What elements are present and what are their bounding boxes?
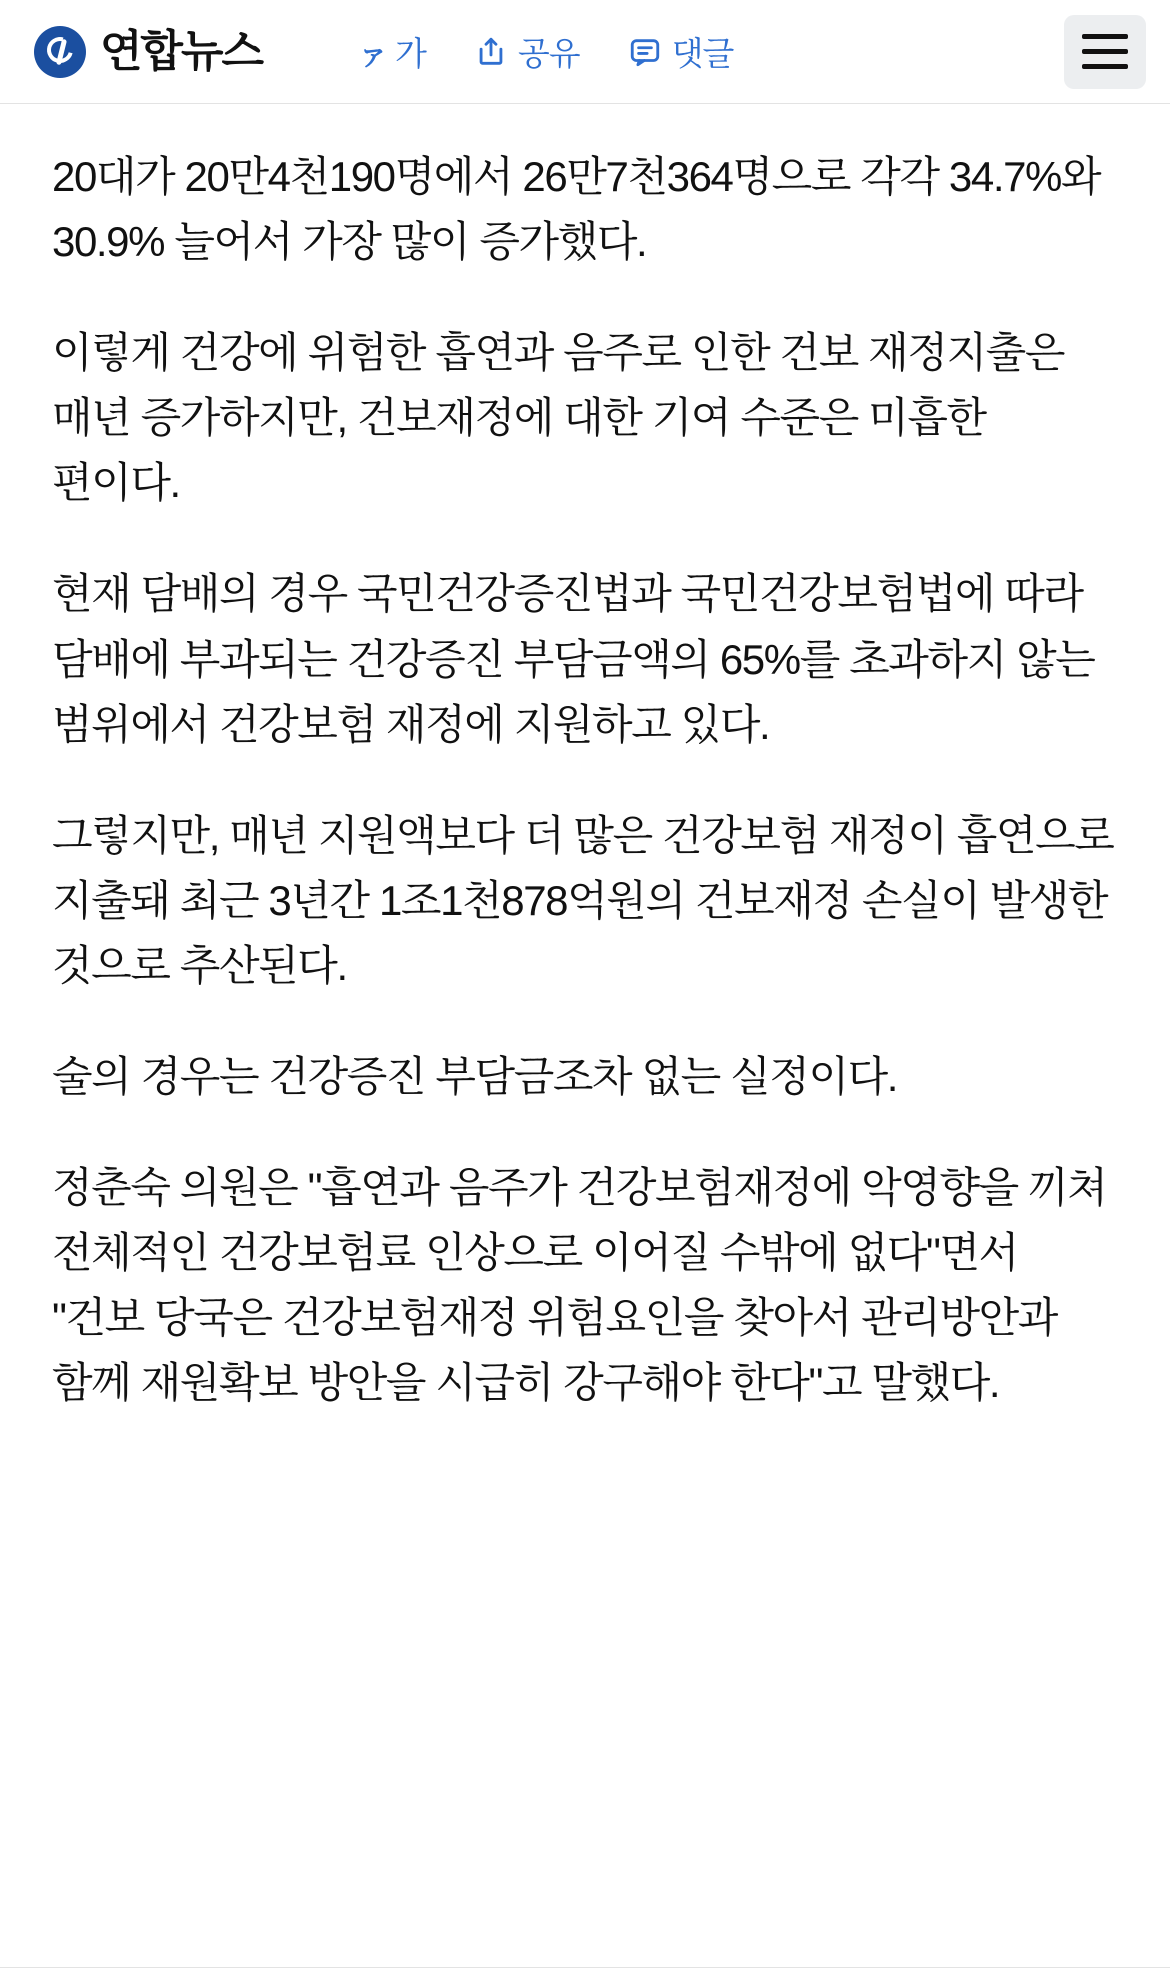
article-paragraph: 20대가 20만4천190명에서 26만7천364명으로 각각 34.7%와 30.9% 늘어서 가장 많이 증가했다. (52, 153, 1101, 266)
font-size-label: 가 (395, 35, 426, 72)
section-divider (0, 1967, 1170, 1968)
hamburger-icon-line (1082, 49, 1128, 54)
article-paragraph: 술의 경우는 건강증진 부담금조차 없는 실정이다. (52, 1053, 898, 1101)
hamburger-icon-line (1082, 64, 1128, 69)
article-paragraph: 그렇지만, 매년 지원액보다 더 많은 건강보험 재정이 흡연으로 지출돼 최근 3년간 1조1천878억원의 건보재정 손실이 발생한 것으로 추산된다. (52, 811, 1114, 989)
hamburger-icon-line (1082, 34, 1128, 39)
share-icon (474, 35, 508, 69)
menu-button[interactable] (1064, 15, 1146, 89)
header-actions (358, 28, 1064, 75)
yonhap-logo-icon (34, 26, 86, 78)
article-paragraph: 정춘숙 의원은 "흡연과 음주가 건강보험재정에 악영향을 끼쳐 전체적인 건강보험료 인상으로 이어질 수밖에 없다"면서 "건보 당국은 건강보험재정 위험요인을 찾아서 관리방안과 함께 재원확보 방안을 시급히 강구해야 한다"고 말했다. (52, 1164, 1107, 1407)
brand-name: 연합뉴스 (100, 26, 263, 76)
share-button[interactable] (474, 28, 580, 75)
font-size-button[interactable] (358, 28, 426, 75)
article-body (0, 104, 1170, 1416)
article-paragraph: 현재 담배의 경우 국민건강증진법과 국민건강보험법에 따라 담배에 부과되는 건강증진 부담금액의 65%를 초과하지 않는 범위에서 건강보험 재정에 지원하고 있다. (52, 570, 1095, 748)
font-size-icon: ァ (358, 38, 386, 72)
comment-icon (628, 35, 662, 69)
article-paragraph: 이렇게 건강에 위험한 흡연과 음주로 인한 건보 재정지출은 매년 증가하지만, 건보재정에 대한 기여 수준은 미흡한 편이다. (52, 329, 1065, 507)
share-label: 공유 (517, 35, 580, 72)
comment-button[interactable] (628, 28, 734, 75)
comment-label: 댓글 (671, 35, 734, 72)
brand-home-link[interactable] (34, 26, 262, 78)
site-header (0, 0, 1170, 104)
